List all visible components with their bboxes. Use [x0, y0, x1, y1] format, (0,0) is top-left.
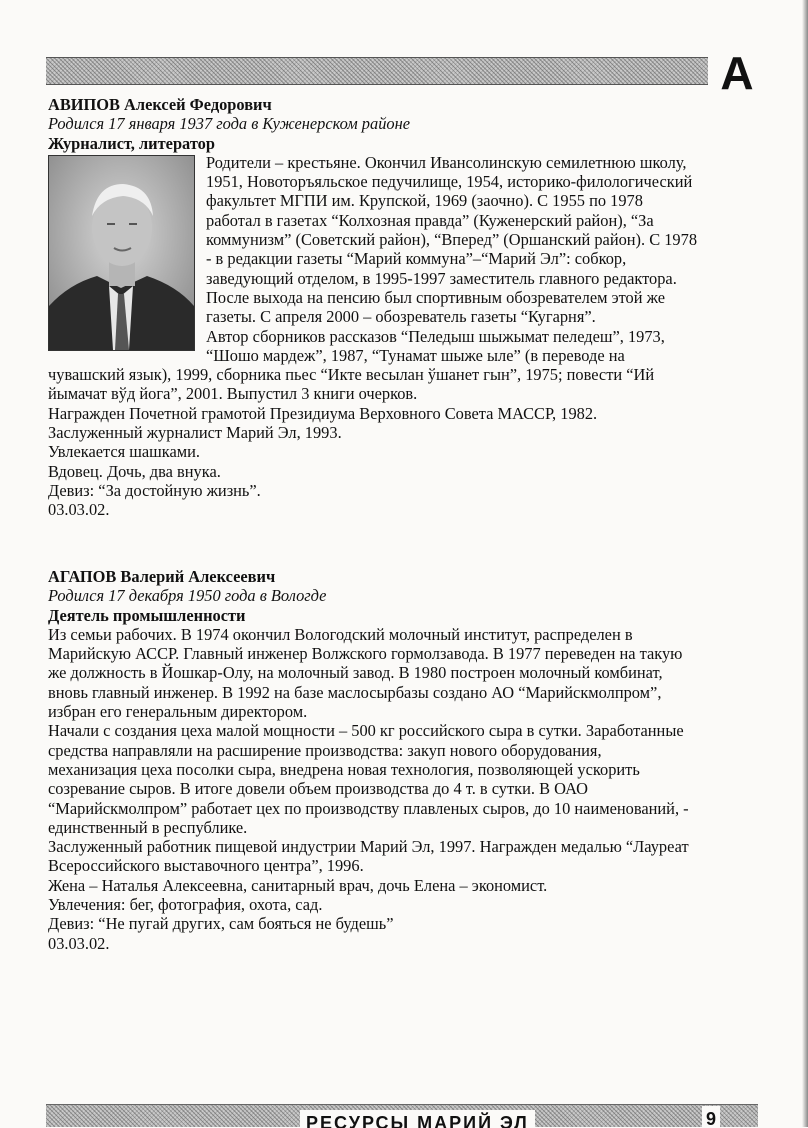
text-line: механизация цеха посолки сыра, внедрена новая технология, позволяющей ускорить	[48, 759, 640, 779]
text-line: вновь главный инженер. В 1992 на базе маслосырбазы создано АО “Марийскмолпром”,	[48, 682, 662, 702]
text-line: созревание сыров. В итоге довели объем производства до 4 т. в сутки. В ОАО	[48, 779, 588, 799]
section-header-band	[46, 57, 708, 85]
text-line: 03.03.02.	[48, 500, 110, 520]
text-line: Автор сборников рассказов “Пеледыш шыжымат пеледеш”, 1973,	[206, 326, 665, 346]
portrait-photo	[48, 155, 195, 351]
profession: Журналист, литератор	[48, 133, 215, 153]
text-line: заведующий отделом, в 1995-1997 заместитель главного редактора.	[206, 268, 677, 288]
scan-edge-shadow	[802, 0, 808, 1127]
text-line: Родители – крестьяне. Окончил Ивансолинскую семилетнюю школу,	[206, 152, 687, 172]
text-line: Из семьи рабочих. В 1974 окончил Вологодский молочный институт, распределен в	[48, 624, 633, 644]
profession: Деятель промышленности	[48, 605, 246, 625]
text-line: 1951, Новоторъяльское педучилище, 1954, историко-филологический	[206, 172, 693, 192]
text-line: Марийскую АССР. Главный инженер Волжского гормолзавода. В 1977 переведен на такую	[48, 644, 683, 664]
text-line: Вдовец. Дочь, два внука.	[48, 461, 221, 481]
text-line: работал в газетах “Колхозная правда” (Куженерский район), “За	[206, 210, 654, 230]
text-line: факультет МГПИ им. Крупской, 1969 (заочно). С 1955 по 1978	[206, 191, 643, 211]
text-line: Увлекается шашками.	[48, 442, 201, 462]
entry-body	[48, 153, 758, 520]
biography-text-full	[48, 625, 758, 953]
footer-title: РЕСУРСЫ МАРИЙ ЭЛ	[300, 1110, 535, 1128]
page-number: 9	[702, 1106, 720, 1127]
text-line: После выхода на пенсию был спортивным обозревателем этой же	[206, 287, 665, 307]
text-line: Всероссийского выставочного центра”, 1996.	[48, 856, 364, 876]
biography-text-full	[48, 365, 758, 519]
text-line: Начали с создания цеха малой мощности – 500 кг российского сыра в сутки. Заработанные	[48, 721, 684, 741]
birth-info: Родился 17 декабря 1950 года в Вологде	[48, 586, 327, 606]
text-line: Заслуженный журналист Марий Эл, 1993.	[48, 423, 342, 443]
text-line: единственный в республике.	[48, 817, 248, 837]
text-line: средства направляли на расширение производства: закуп нового оборудования,	[48, 740, 602, 760]
text-line: газеты. С апреля 2000 – обозреватель газеты “Кугарня”.	[206, 307, 596, 327]
text-line: Жена – Наталья Алексеевна, санитарный врач, дочь Елена – экономист.	[48, 875, 548, 895]
text-line: Награжден Почетной грамотой Президиума Верховного Совета МАССР, 1982.	[48, 403, 598, 423]
text-line: “Марийскмолпром” работает цех по производству плавленых сыров, до 10 наименований, -	[48, 798, 689, 818]
biography-entry-avipov	[48, 95, 758, 520]
text-line: Девиз: “За достойную жизнь”.	[48, 480, 261, 500]
text-line: Девиз: “Не пугай других, сам бояться не будешь”	[48, 914, 394, 934]
birth-info: Родился 17 января 1937 года в Куженерском районе	[48, 114, 410, 134]
text-line: коммунизм” (Советский район), “Вперед” (Оршанский район). С 1978	[206, 230, 698, 250]
text-line: “Шошо мардеж”, 1987, “Тунамат шыже ыле” (в переводе на	[206, 345, 625, 365]
text-line: йымачат вўд йога”, 2001. Выпустил 3 книги очерков.	[48, 384, 418, 404]
text-line: Заслуженный работник пищевой индустрии Марий Эл, 1997. Награжден медалью “Лауреат	[48, 837, 689, 857]
text-line: же должность в Йошкар-Олу, на молочный завод. В 1980 построен молочный комбинат,	[48, 663, 663, 683]
text-line: Увлечения: бег, фотография, охота, сад.	[48, 895, 323, 915]
text-line: - в редакции газеты “Марий коммуна”–“Марий Эл”: собкор,	[206, 249, 627, 269]
text-line: чувашский язык), 1999, сборника пьес “Икте весылан ўшанет гын”, 1975; повести “Ий	[48, 365, 655, 385]
person-name: АГАПОВ Валерий Алексеевич	[48, 567, 276, 586]
text-line: избран его генеральным директором.	[48, 702, 308, 722]
person-name: АВИПОВ Алексей Федорович	[48, 95, 272, 114]
section-letter: А	[720, 47, 754, 99]
text-line: 03.03.02.	[48, 933, 110, 953]
biography-entry-agapov	[48, 567, 758, 953]
